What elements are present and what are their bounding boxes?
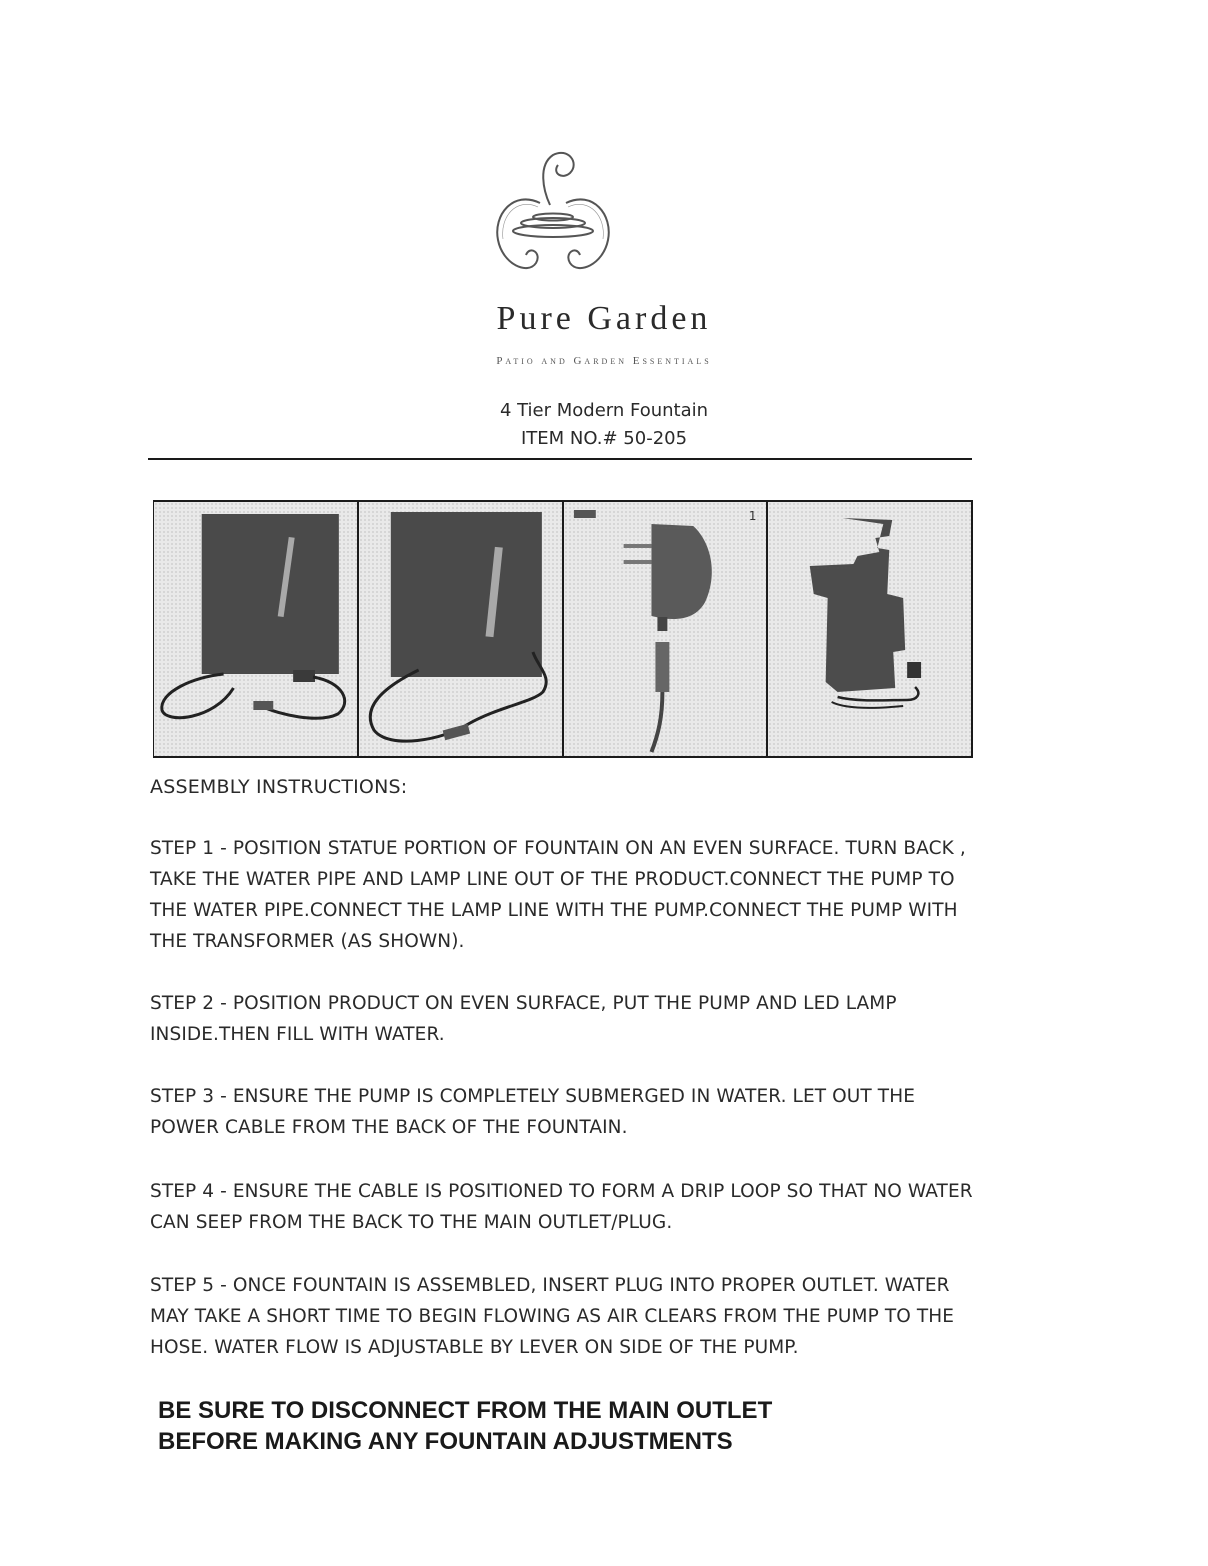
step-1-text: STEP 1 - POSITION STATUE PORTION OF FOUNTAIN ON AN EVEN SURFACE. TURN BACK , TAKE THE WATER PIPE AND LAMP LINE OUT OF THE PRODUCT.CONNECT THE PUMP TO THE WATER PIPE.CONNECT THE LAMP LINE WITH THE PUMP.CONNECT THE PUMP WITH THE TRANSFORMER (AS SHOWN). — [150, 838, 966, 952]
assembly-photo-strip — [153, 500, 973, 758]
instructions-heading: ASSEMBLY INSTRUCTIONS: — [150, 776, 408, 798]
fountain-logo-icon — [488, 145, 618, 285]
warning-line-1: BE SURE TO DISCONNECT FROM THE MAIN OUTLET — [158, 1397, 773, 1424]
photo-tiered-fountain — [768, 502, 971, 756]
photo-transformer-adapter — [564, 502, 769, 756]
brand-name: Pure Garden — [496, 300, 712, 337]
step-4-text: STEP 4 - ENSURE THE CABLE IS POSITIONED TO FORM A DRIP LOOP SO THAT NO WATER CAN SEEP FROM THE BACK TO THE MAIN OUTLET/PLUG. — [150, 1181, 973, 1233]
warning-line-2: BEFORE MAKING ANY FOUNTAIN ADJUSTMENTS — [158, 1428, 733, 1455]
safety-warning — [158, 1395, 858, 1457]
step-5-text: STEP 5 - ONCE FOUNTAIN IS ASSEMBLED, INSERT PLUG INTO PROPER OUTLET. WATER MAY TAKE A SHORT TIME TO BEGIN FLOWING AS AIR CLEARS FROM THE PUMP TO THE HOSE. WATER FLOW IS ADJUSTABLE BY LEVER ON SIDE OF THE PUMP. — [150, 1275, 955, 1358]
svg-text:1: 1 — [748, 508, 756, 524]
item-number: ITEM NO.# 50-205 — [520, 428, 688, 449]
photo-statue-back-cable — [359, 502, 564, 756]
brand-tagline: Patio and Garden Essentials — [496, 355, 712, 367]
brand-logo — [488, 145, 618, 285]
product-title: 4 Tier Modern Fountain — [499, 400, 709, 421]
header-divider — [148, 458, 972, 460]
step-2-text: STEP 2 - POSITION PRODUCT ON EVEN SURFACE, PUT THE PUMP AND LED LAMP INSIDE.THEN FILL WITH WATER. — [150, 993, 897, 1045]
step-3-text: STEP 3 - ENSURE THE PUMP IS COMPLETELY SUBMERGED IN WATER. LET OUT THE POWER CABLE FROM THE BACK OF THE FOUNTAIN. — [150, 1086, 915, 1138]
photo-statue-with-pump — [154, 502, 359, 756]
